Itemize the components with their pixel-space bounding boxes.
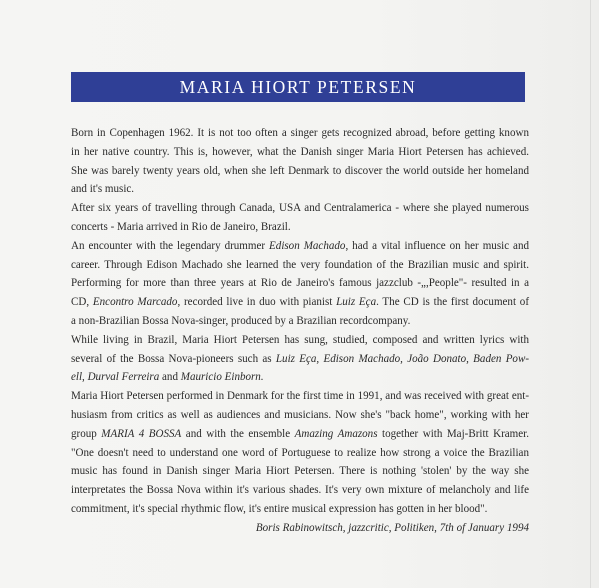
italic-span: Luiz Eça [336, 296, 377, 309]
italic-span: MARIA 4 BOSSA [101, 427, 182, 440]
attribution-line [71, 519, 529, 538]
text-line: career. Through Edison Machado she learned the very foundation of the Brazilian music and spirit. [71, 258, 529, 271]
text-line: a non-Brazilian Bossa Nova-singer, produced by a Brazilian recordcompany. [71, 314, 411, 327]
text-line: interpretates the Bossa Nova within it's various shades. It's very own mixture of melancholy and life [71, 484, 529, 497]
text-line: Maria Hiort Petersen performed in Denmark for the first time in 1991, and was received with great ent- [71, 390, 529, 403]
text-line: concerts - Maria arrived in Rio de Janeiro, Brazil. [71, 220, 291, 233]
text-line: ell, Durval Ferreira and Mauricio Einborn. [71, 371, 264, 384]
italic-span: Amazing Amazons [294, 427, 378, 440]
text-line: While living in Brazil, Maria Hiort Petersen has sung, studied, composed and written lyrics with [71, 333, 529, 346]
italic-span: Encontro Marcado [92, 296, 178, 309]
text-line: After six years of travelling through Canada, USA and Centralamerica - where she played numerous [71, 202, 529, 215]
italic-span: Boris Rabinowitsch, jazzcritic, Politiken, 7th of January 1994 [255, 521, 529, 534]
text-line: An encounter with the legendary drummer Edison Machado, had a vital influence on her music and [71, 239, 530, 252]
text-line: CD, Encontro Marcado, recorded live in duo with pianist Luiz Eça. The CD is the first document of [71, 296, 530, 309]
text-line: group MARIA 4 BOSSA and with the ensemble Amazing Amazons together with Maj-Britt Kramer. [71, 427, 529, 440]
title-banner [71, 72, 525, 102]
italic-span: Edison Machado [269, 239, 346, 252]
text-line: music has found in Danish singer Maria Hiort Petersen. There is nothing 'stolen' by the way she [71, 465, 529, 478]
page-title: MARIA HIORT PETERSEN [179, 76, 417, 97]
italic-span: Mauricio Einborn. [180, 371, 264, 384]
page-edge [590, 0, 591, 588]
text-line: and it's music. [71, 183, 135, 196]
text-line: She was barely twenty years old, when she left Denmark to discover the world outside her homeland [71, 164, 529, 177]
text-line: Performing for more than three years at Rio de Janeiro's famous jazzclub -„,People"- resulted in a [71, 277, 529, 290]
text-line: "One doesn't need to understand one word of Portuguese to realize how strong a voice the Brazilian [71, 446, 529, 459]
text-line: commitment, it's special rhythmic flow, it's entire musical expression has gotten in her blood". [71, 502, 488, 515]
biography-text [71, 124, 529, 538]
text-line: several of the Bossa Nova-pioneers such as Luiz Eça, Edison Machado, João Donato, Baden Pow- [71, 352, 530, 365]
italic-span: ell, Durval Ferreira [71, 371, 160, 384]
text-line: in her native country. This is, however, what the Danish singer Maria Hiort Petersen has achieved. [71, 145, 529, 158]
text-line: husiasm from critics as well as audiences and musicians. Now she's "back home", working with her [71, 408, 529, 421]
text-line: Born in Copenhagen 1962. It is not too often a singer gets recognized abroad, before getting known [71, 127, 529, 139]
italic-span: Luiz Eça, Edison Machado, João Donato, Baden Pow- [275, 352, 530, 365]
